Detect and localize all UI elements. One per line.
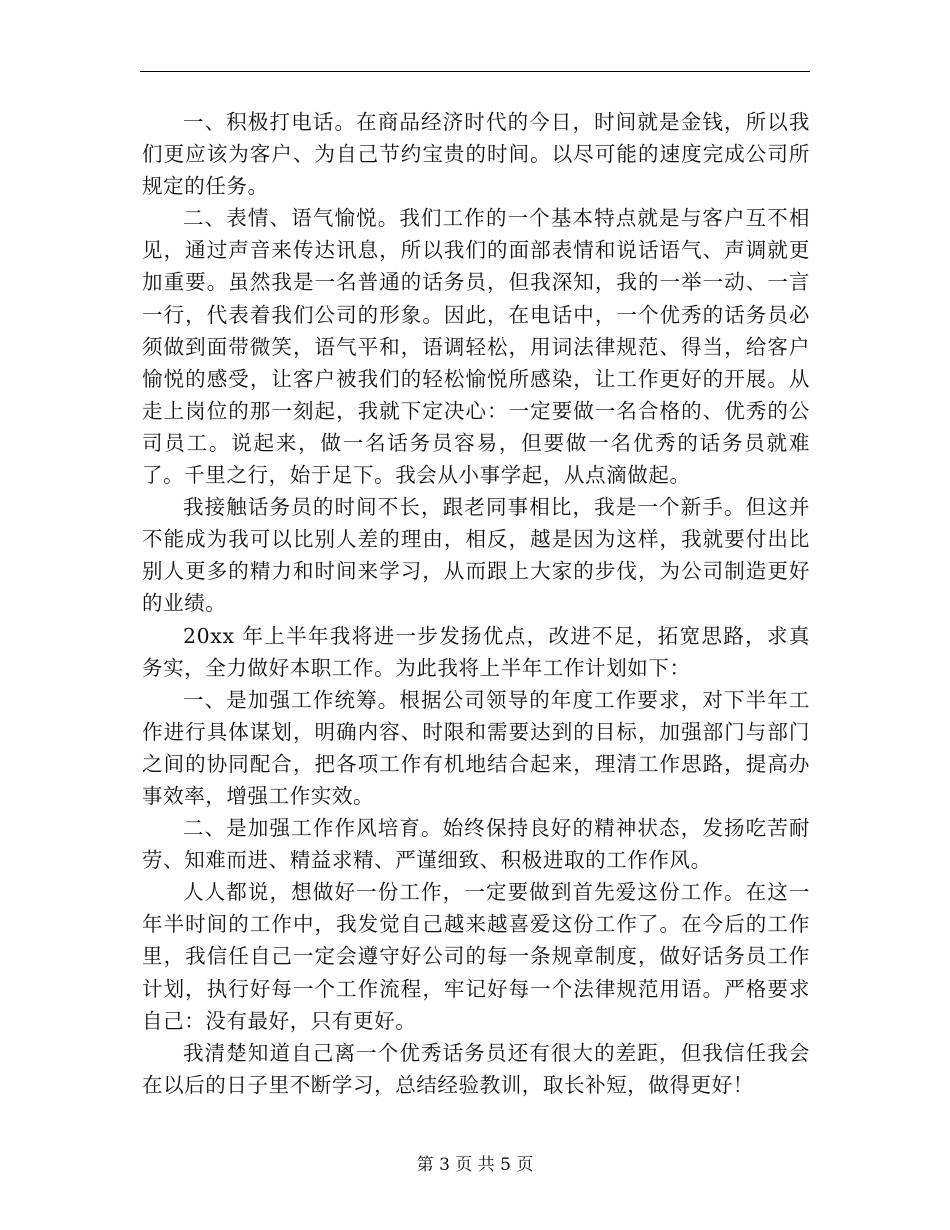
body-text bbox=[142, 106, 810, 1101]
paragraph: 20xx 年上半年我将进一步发扬优点，改进不足，拓宽思路，求真务实，全力做好本职工作。为此我将上半年工作计划如下： bbox=[142, 623, 810, 680]
page-number-footer: 第 3 页 共 5 页 bbox=[416, 1155, 534, 1175]
paragraph: 二、是加强工作作风培育。始终保持良好的精神状态，发扬吃苦耐劳、知难而进、精益求精、严谨细致、积极进取的工作作风。 bbox=[142, 816, 810, 873]
paragraph: 二、表情、语气愉悦。我们工作的一个基本特点就是与客户互不相见，通过声音来传达讯息，所以我们的面部表情和说话语气、声调就更加重要。虽然我是一名普通的话务员，但我深知，我的一举一动、一言一行，代表着我们公司的形象。因此，在电话中，一个优秀的话务员必须做到面带微笑，语气平和，语调轻松，用词法律规范、得当，给客户愉悦的感受，让客户被我们的轻松愉悦所感染，让工作更好的开展。从走上岗位的那一刻起，我就下定决心：一定要做一名合格的、优秀的公司员工。说起来，做一名话务员容易，但要做一名优秀的话务员就难了。千里之行，始于足下。我会从小事学起，从点滴做起。 bbox=[142, 206, 810, 488]
paragraph: 我清楚知道自己离一个优秀话务员还有很大的差距，但我信任我会在以后的日子里不断学习，总结经验教训，取长补短，做得更好！ bbox=[142, 1040, 810, 1097]
paragraph: 一、积极打电话。在商品经济时代的今日，时间就是金钱，所以我们更应该为客户、为自己节约宝贵的时间。以尽可能的速度完成公司所规定的任务。 bbox=[142, 110, 810, 199]
paragraph: 一、是加强工作统筹。根据公司领导的年度工作要求，对下半年工作进行具体谋划，明确内容、时限和需要达到的目标，加强部门与部门之间的协同配合，把各项工作有机地结合起来，理清工作思路，提高办事效率，增强工作实效。 bbox=[142, 687, 810, 808]
header-rule bbox=[140, 71, 810, 72]
paragraph: 人人都说，想做好一份工作，一定要做到首先爱这份工作。在这一年半时间的工作中，我发觉自己越来越喜爱这份工作了。在今后的工作里，我信任自己一定会遵守好公司的每一条规章制度，做好话务员工作计划，执行好每一个工作流程，牢记好每一个法律规范用语。严格要求自己：没有最好，只有更好。 bbox=[142, 880, 810, 1033]
paragraph: 我接触话务员的时间不长，跟老同事相比，我是一个新手。但这并不能成为我可以比别人差的理由，相反，越是因为这样，我就要付出比别人更多的精力和时间来学习，从而跟上大家的步伐，为公司制造更好的业绩。 bbox=[142, 495, 810, 616]
